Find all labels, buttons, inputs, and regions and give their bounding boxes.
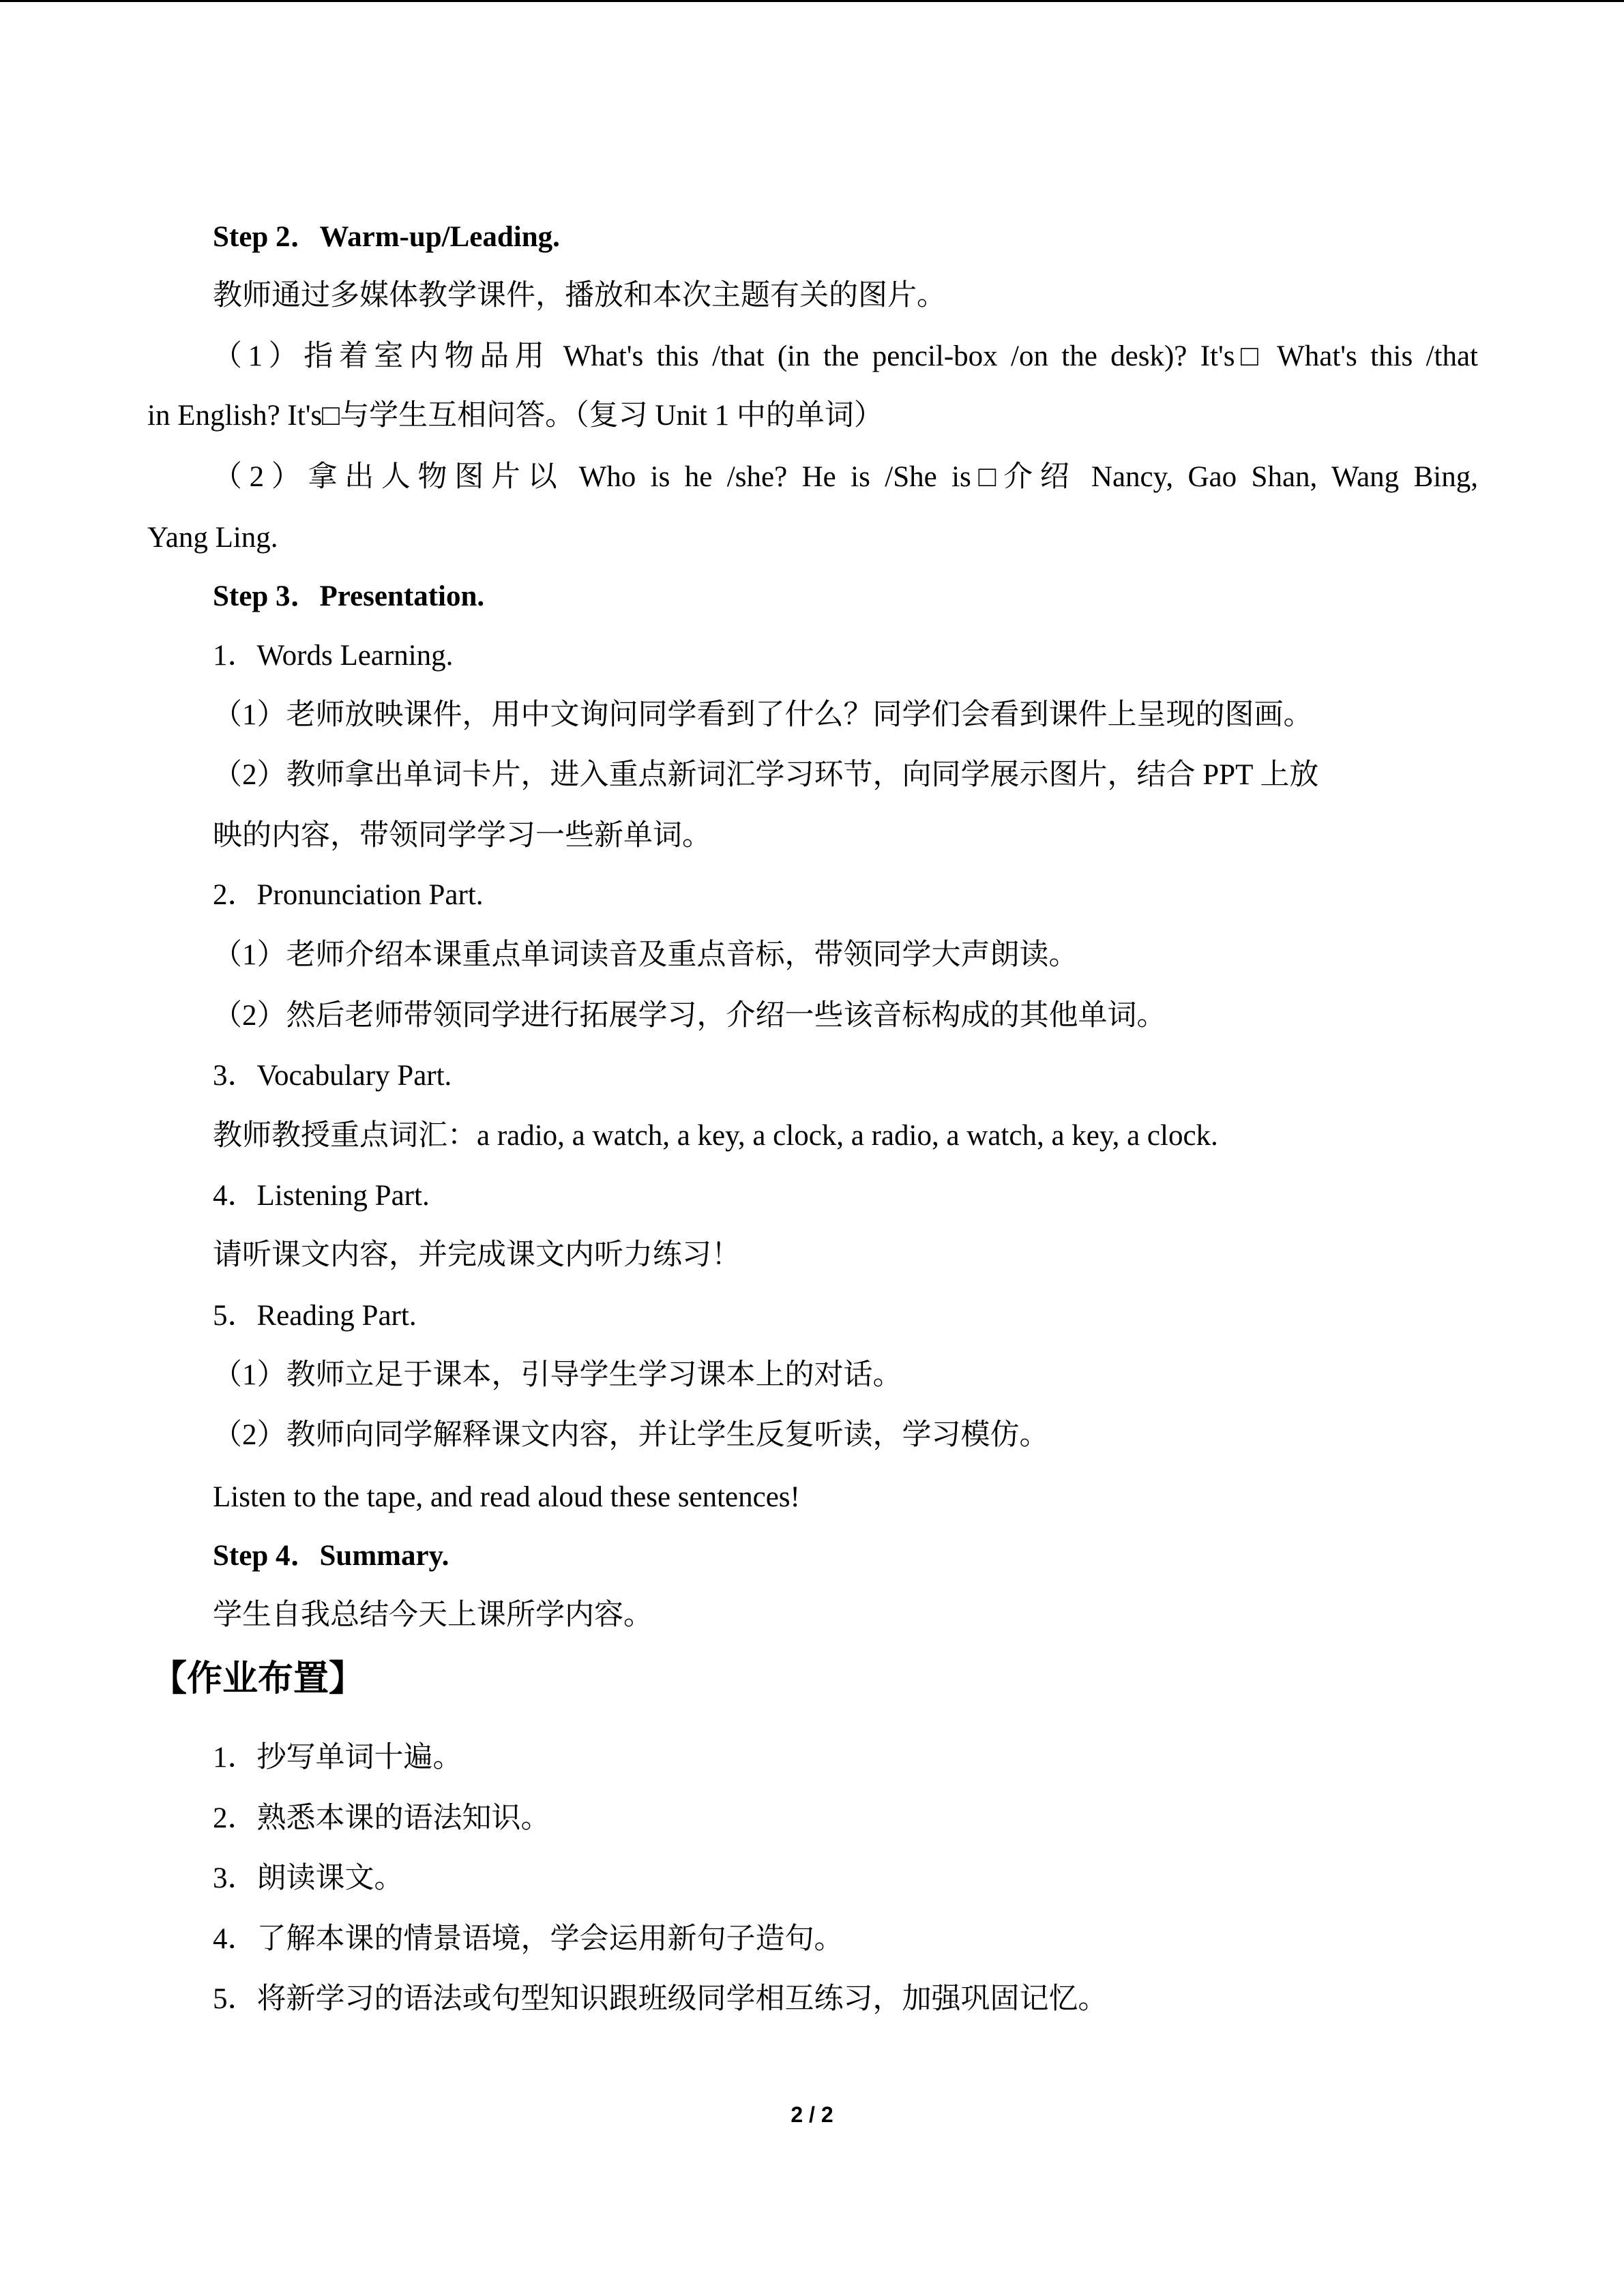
homework-item: 4．了解本课的情景语境，学会运用新句子造句。	[213, 1923, 844, 1955]
paragraph-line: （2）然后老师带领同学进行拓展学习，介绍一些该音标构成的其他单词。	[213, 1000, 1166, 1032]
page-top-border	[0, 0, 1624, 2]
paragraph-line: 5．Reading Part.	[213, 1300, 417, 1332]
paragraph-line: （1）老师放映课件，用中文询问同学看到了什么？同学们会看到课件上呈现的图画。	[213, 699, 1313, 731]
paragraph-line: Yang Ling.	[147, 522, 278, 554]
paragraph-line: 教师教授重点词汇：a radio, a watch, a key, a clock, a radio, a watch, a key, a clock.	[213, 1120, 1218, 1152]
homework-item: 2．熟悉本课的语法知识。	[213, 1802, 550, 1834]
paragraph-line: 4．Listening Part.	[213, 1180, 430, 1212]
homework-item: 1．抄写单词十遍。	[213, 1742, 462, 1774]
paragraph-line: 教师通过多媒体教学课件，播放和本次主题有关的图片。	[213, 280, 946, 312]
paragraph-line: 请听课文内容，并完成课文内听力练习！	[213, 1239, 741, 1271]
paragraph-line: （1）指着室内物品用 What's this /that (in the pencil-box /on the desk)? It's□ What's this /that	[213, 340, 1478, 372]
paragraph-line: （1）教师立足于课本，引导学生学习课本上的对话。	[213, 1359, 902, 1391]
paragraph-line: （2）拿出人物图片以 Who is he /she? He is /She is□介绍 Nancy, Gao Shan, Wang Bing,	[213, 461, 1478, 493]
step-4-heading: Step 4．Summary.	[213, 1540, 449, 1572]
paragraph-line: （2）教师拿出单词卡片，进入重点新词汇学习环节，向同学展示图片，结合 PPT 上放	[213, 759, 1319, 791]
paragraph-line: 1．Words Learning.	[213, 640, 454, 672]
paragraph-line: in English? It's□与学生互相问答。（复习 Unit 1 中的单词）	[147, 400, 883, 432]
page-number: 2 / 2	[791, 2102, 833, 2127]
paragraph-line: Listen to the tape, and read aloud these sentences!	[213, 1481, 800, 1513]
paragraph-line: 2．Pronunciation Part.	[213, 879, 484, 911]
step-2-heading: Step 2．Warm-up/Leading.	[213, 221, 560, 253]
paragraph-line: 映的内容，带领同学学习一些新单词。	[213, 820, 711, 852]
homework-item: 3．朗读课文。	[213, 1862, 404, 1894]
step-3-heading: Step 3．Presentation.	[213, 580, 485, 612]
homework-heading: 【作业布置】	[151, 1658, 365, 1699]
paragraph-line: （2）教师向同学解释课文内容，并让学生反复听读，学习模仿。	[213, 1419, 1049, 1451]
homework-item: 5．将新学习的语法或句型知识跟班级同学相互练习，加强巩固记忆。	[213, 1983, 1108, 2015]
paragraph-line: 学生自我总结今天上课所学内容。	[213, 1599, 653, 1631]
paragraph-line: （1）老师介绍本课重点单词读音及重点音标，带领同学大声朗读。	[213, 939, 1078, 971]
paragraph-line: 3．Vocabulary Part.	[213, 1060, 452, 1092]
